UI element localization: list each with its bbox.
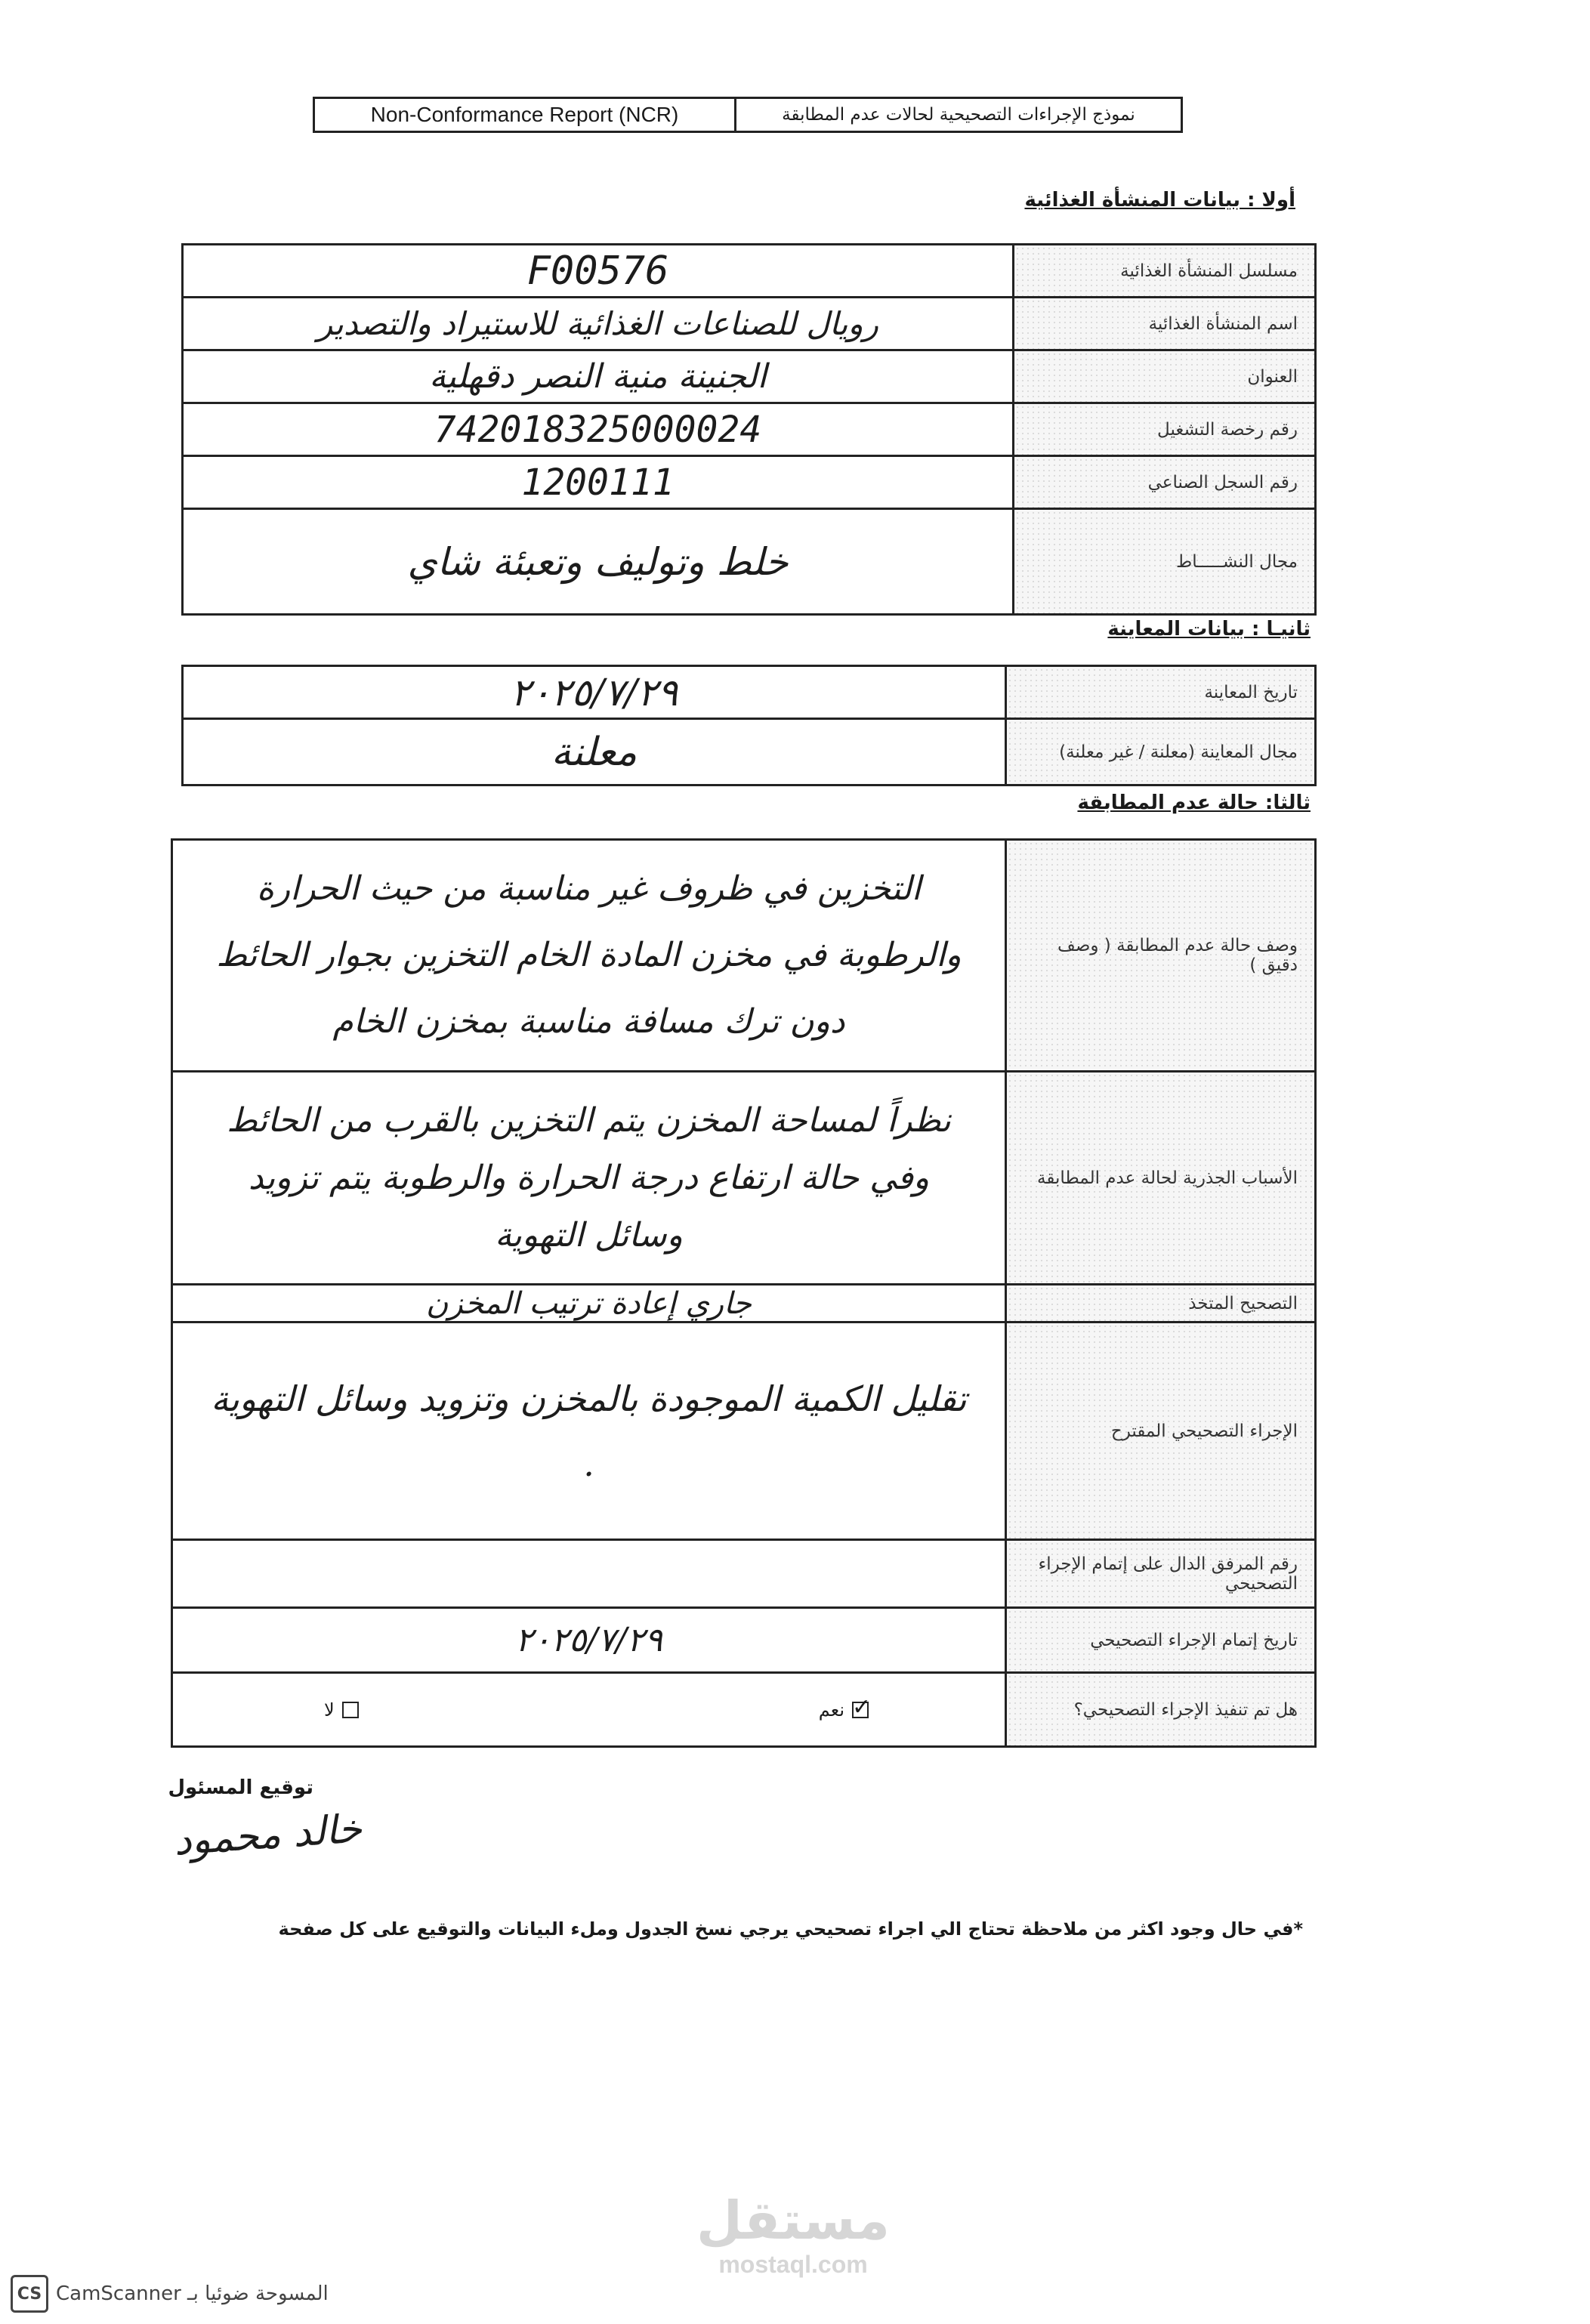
scanner-footer [11, 2275, 329, 2313]
activity-label: مجال النشـــــاط [1014, 509, 1316, 615]
table-row [172, 1540, 1316, 1608]
address-label: العنوان [1014, 350, 1316, 403]
no-checkbox[interactable] [342, 1702, 359, 1718]
completion-date-value: ٢٠٢٥/٧/٢٩ [172, 1608, 1006, 1673]
address-value: الجنينة منية النصر دقهلية [183, 350, 1014, 403]
section1-title: أولا : بيانات المنشأة الغذائية [1024, 189, 1295, 211]
facility-serial-value: F00576 [183, 245, 1014, 298]
yes-option[interactable] [819, 1699, 869, 1721]
table-row [183, 245, 1316, 298]
facility-serial-label: مسلسل المنشأة الغذائية [1014, 245, 1316, 298]
signature-image: خالد محمود [172, 1806, 363, 1865]
implemented-options [172, 1673, 1006, 1747]
nonconformance-description-value: التخزين في ظروف غير مناسبة من حيث الحرارة والرطوبة في مخزن المادة الخام التخزين بجوار الحائط دون ترك مسافة مناسبة بمخزن الخام [172, 840, 1006, 1072]
proposed-action-label: الإجراء التصحيحي المقترح [1006, 1322, 1316, 1540]
table-row [172, 840, 1316, 1072]
correction-taken-label: التصحيح المتخذ [1006, 1285, 1316, 1322]
table-row [183, 350, 1316, 403]
table-row [183, 509, 1316, 615]
inspection-table [181, 665, 1317, 786]
table-row [172, 1072, 1316, 1285]
scanner-text: المسوحة ضوئيا بـ CamScanner [56, 2282, 329, 2305]
inspection-date-value: ٢٠٢٥/٧/٢٩ [183, 666, 1006, 719]
english-title: Non-Conformance Report (NCR) [315, 99, 736, 131]
inspection-scope-value: معلنة [183, 719, 1006, 785]
table-row [172, 1608, 1316, 1673]
nonconformance-description-label: وصف حالة عدم المطابقة ( وصف دقيق ) [1006, 840, 1316, 1072]
nonconformance-table [171, 838, 1317, 1748]
section3-title: ثالثا: حالة عدم المطابقة [1077, 792, 1311, 814]
yes-label: نعم [818, 1699, 844, 1721]
camscanner-logo-icon: CS [11, 2275, 48, 2313]
proposed-action-value: تقليل الكمية الموجودة بالمخزن وتزويد وسائل التهوية . [172, 1322, 1006, 1540]
correction-taken-value: جاري إعادة ترتيب المخزن [172, 1285, 1006, 1322]
inspection-scope-label: مجال المعاينة (معلنة / غير معلنة) [1006, 719, 1316, 785]
watermark [680, 2190, 906, 2279]
arabic-title: نموذج الإجراءات التصحيحية لحالات عدم المطابقة [782, 105, 1135, 125]
root-causes-label: الأسباب الجذرية لحالة عدم المطابقة [1006, 1072, 1316, 1285]
attachment-number-value [172, 1540, 1006, 1608]
report-header [313, 97, 1183, 133]
table-row [172, 1673, 1316, 1747]
table-row [183, 298, 1316, 350]
table-row [172, 1285, 1316, 1322]
facility-name-label: اسم المنشأة الغذائية [1014, 298, 1316, 350]
industrial-register-value: 1200111 [183, 456, 1014, 509]
activity-value: خلط وتوليف وتعبئة شاي [183, 509, 1014, 615]
table-row [183, 719, 1316, 785]
inspection-date-label: تاريخ المعاينة [1006, 666, 1316, 719]
watermark-arabic: مستقل [696, 2190, 890, 2251]
table-row [183, 456, 1316, 509]
no-label: لا [324, 1699, 335, 1721]
footnote: *في حال وجود اكثر من ملاحظة تحتاج الي اجراء تصحيحي يرجي نسخ الجدول وملء البيانات والتوقيع على كل صفحة [278, 1918, 1303, 1940]
signature-label: توقيع المسئول [168, 1776, 313, 1799]
table-row [172, 1322, 1316, 1540]
license-number-label: رقم رخصة التشغيل [1014, 403, 1316, 456]
license-number-value: 742018325000024 [183, 403, 1014, 456]
section2-title: ثانيـا : بيانات المعاينة [1107, 618, 1311, 640]
implemented-question-label: هل تم تنفيذ الإجراء التصحيحي؟ [1006, 1673, 1316, 1747]
facility-name-value: رويال للصناعات الغذائية للاستيراد والتصدير [183, 298, 1014, 350]
table-row [183, 666, 1316, 719]
watermark-english: mostaql.com [718, 2251, 868, 2278]
industrial-register-label: رقم السجل الصناعي [1014, 456, 1316, 509]
yes-checkbox[interactable] [852, 1702, 869, 1718]
table-row [183, 403, 1316, 456]
attachment-number-label: رقم المرفق الدال على إتمام الإجراء التصحيحي [1006, 1540, 1316, 1608]
root-causes-value: نظراً لمساحة المخزن يتم التخزين بالقرب من الحائط وفي حالة ارتفاع درجة الحرارة والرطوبة يتم تزويد وسائل التهوية [172, 1072, 1006, 1285]
no-option[interactable] [324, 1699, 359, 1721]
completion-date-label: تاريخ إتمام الإجراء التصحيحي [1006, 1608, 1316, 1673]
facility-table [181, 243, 1317, 616]
